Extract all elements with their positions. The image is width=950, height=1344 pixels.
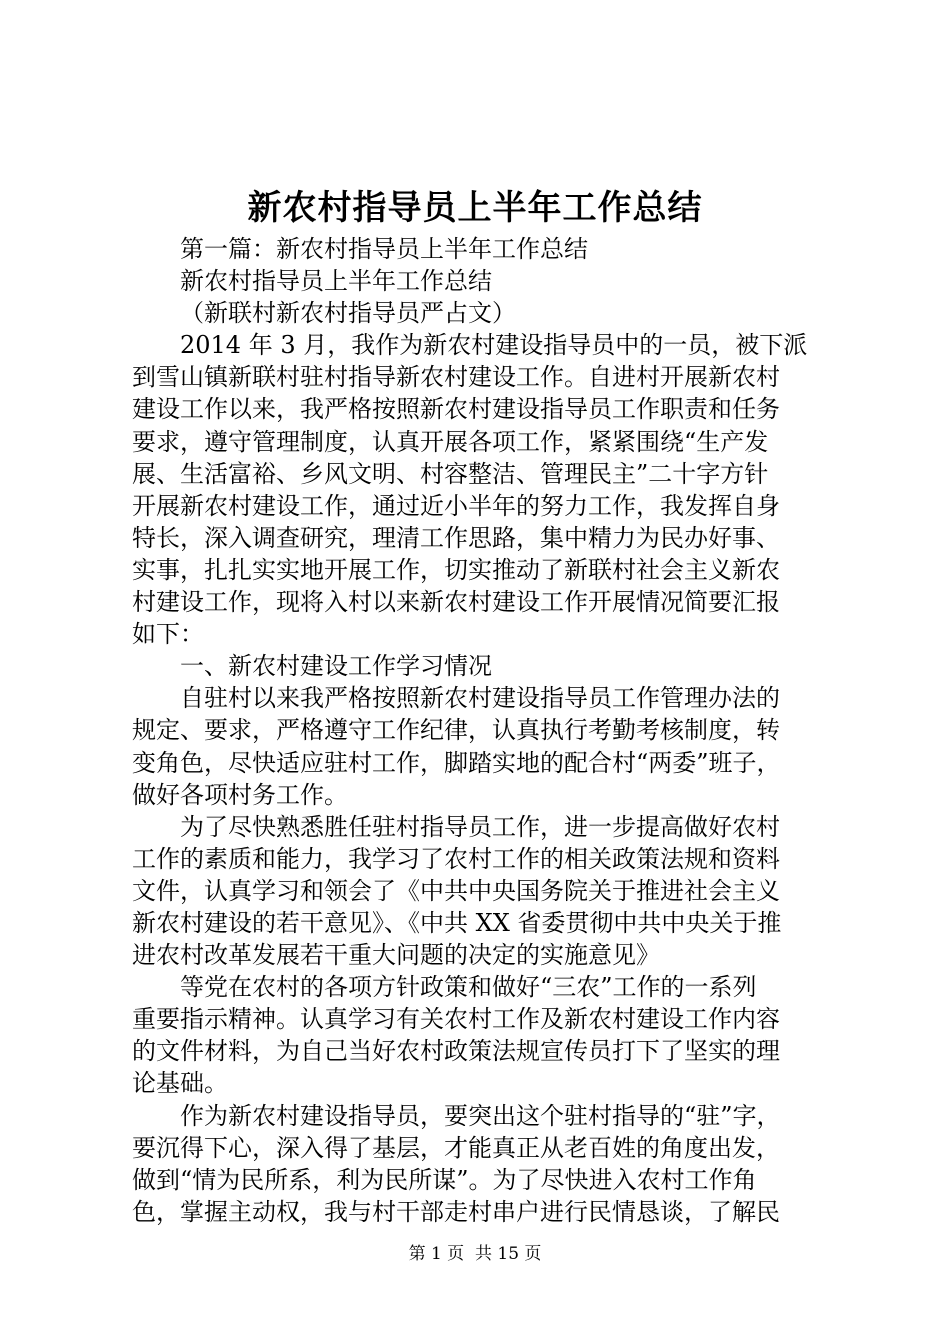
body-line: 变角色，尽快适应驻村工作，脚踏实地的配合村“两委”班子， [132,748,781,777]
body-line: 建设工作以来，我严格按照新农村建设指导员工作职责和任务 [132,395,780,424]
body-line: 新农村建设的若干意见》、《中共 XX 省委贯彻中共中央关于推 [132,908,782,937]
body-line: 新农村指导员上半年工作总结 [180,267,492,296]
body-line: 自驻村以来我严格按照新农村建设指导员工作管理办法的 [180,684,780,713]
body-line: 实事，扎扎实实地开展工作，切实推动了新联村社会主义新农 [132,555,780,584]
body-line: 工作的素质和能力，我学习了农村工作的相关政策法规和资料 [132,844,780,873]
document-title: 新农村指导员上半年工作总结 [247,188,703,228]
body-line: 文件，认真学习和领会了《中共中央国务院关于推进社会主义 [132,876,780,905]
body-line: 到雪山镇新联村驻村指导新农村建设工作。自进村开展新农村 [132,363,780,392]
body-line: 展、生活富裕、乡风文明、村容整洁、管理民主”二十字方针 [132,459,769,488]
body-line: 重要指示精神。认真学习有关农村工作及新农村建设工作内容 [132,1005,780,1034]
page-footer: 第 1 页 共 15 页 [408,1244,542,1264]
body-line: 特长，深入调查研究，理清工作思路，集中精力为民办好事、 [132,523,780,552]
body-line: 作为新农村建设指导员，要突出这个驻村指导的“驻”字， [180,1101,781,1130]
body-line: 村建设工作，现将入村以来新农村建设工作开展情况简要汇报 [132,588,780,617]
document-body [132,233,832,1228]
body-line: 开展新农村建设工作，通过近小半年的努力工作，我发挥自身 [132,491,780,520]
body-line: 如下： [132,620,204,649]
body-line: 为了尽快熟悉胜任驻村指导员工作，进一步提高做好农村 [180,812,780,841]
body-line: 做好各项村务工作。 [132,780,348,809]
body-line: 做到“情为民所系，利为民所谋”。为了尽快进入农村工作角 [132,1165,757,1194]
body-line: 论基础。 [132,1069,228,1098]
body-line: 规定、要求，严格遵守工作纪律，认真执行考勤考核制度，转 [132,716,780,745]
body-line: 要沉得下心，深入得了基层，才能真正从老百姓的角度出发， [132,1133,780,1162]
body-line: 第一篇：新农村指导员上半年工作总结 [180,235,588,263]
body-line: 要求，遵守管理制度，认真开展各项工作，紧紧围绕“生产发 [132,427,769,456]
body-line: 2014 年 3 月，我作为新农村建设指导员中的一员，被下派 [180,331,808,360]
body-line: （新联村新农村指导员严占文） [180,299,516,328]
body-line: 一、新农村建设工作学习情况 [180,652,492,681]
body-line: 等党在农村的各项方针政策和做好“三农”工作的一系列 [180,973,757,1002]
body-line: 色，掌握主动权，我与村干部走村串户进行民情恳谈，了解民 [132,1197,780,1226]
body-line: 的文件材料，为自己当好农村政策法规宣传员打下了坚实的理 [132,1037,780,1066]
body-line: 进农村改革发展若干重大问题的决定的实施意见》 [132,941,660,970]
